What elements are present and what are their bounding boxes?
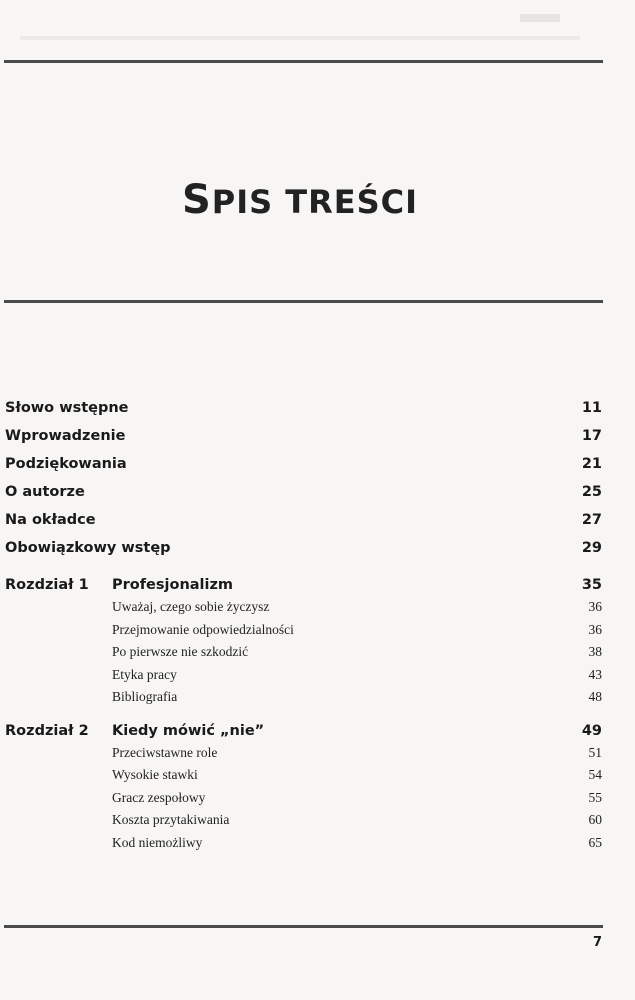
section-page: 36 (588, 599, 602, 614)
entry-title: Podziękowania (5, 456, 127, 472)
entry-title: O autorze (5, 484, 85, 500)
section-entry[interactable] (0, 644, 635, 667)
section-title: Uważaj, czego sobie życzysz (112, 599, 270, 614)
section-entry[interactable] (0, 790, 635, 813)
toc-entry[interactable] (0, 454, 635, 482)
section-title: Kod niemożliwy (112, 834, 203, 850)
section-title: Przeciwstawne role (112, 744, 218, 760)
section-entry[interactable] (0, 667, 635, 690)
section-page: 48 (588, 689, 602, 704)
section-page: 54 (588, 767, 602, 782)
title-initial: S (181, 176, 212, 223)
chapter-page: 35 (581, 577, 602, 593)
table-of-contents (0, 398, 635, 857)
entry-title: Słowo wstępne (5, 400, 129, 416)
section-page: 55 (588, 789, 602, 805)
page-title (0, 177, 600, 223)
section-entry[interactable] (0, 599, 635, 622)
section-page: 65 (588, 834, 602, 850)
section-entry[interactable] (0, 622, 635, 645)
section-title: Bibliografia (112, 689, 178, 704)
section-title: Etyka pracy (112, 666, 177, 682)
entry-title: Obowiązkowy wstęp (5, 540, 171, 556)
section-page: 36 (588, 621, 602, 637)
entry-page: 21 (581, 456, 602, 472)
entry-page: 25 (581, 484, 602, 500)
section-title: Po pierwsze nie szkodzić (112, 644, 249, 659)
chapter-label: Rozdział 1 (5, 577, 89, 593)
page-number: 7 (592, 935, 602, 950)
section-title: Koszta przytakiwania (112, 812, 230, 827)
toc-entry[interactable] (0, 538, 635, 566)
section-entry[interactable] (0, 835, 635, 858)
bleed-through-header (520, 14, 560, 22)
entry-page: 11 (581, 400, 602, 416)
toc-entry[interactable] (0, 426, 635, 454)
section-entry[interactable] (0, 689, 635, 712)
section-page: 60 (588, 812, 602, 827)
chapter-heading[interactable] (0, 575, 635, 599)
entry-title: Wprowadzenie (5, 428, 126, 444)
section-entry[interactable] (0, 812, 635, 835)
chapter-1 (0, 575, 635, 712)
middle-rule (4, 300, 603, 303)
section-page: 51 (588, 744, 602, 760)
bleed-through-line (20, 36, 580, 40)
section-page: 43 (588, 666, 602, 682)
chapter-title: Profesjonalizm (112, 577, 234, 593)
toc-entry[interactable] (0, 482, 635, 510)
title-rest: PIS TREŚCI (211, 182, 419, 221)
entry-page: 17 (581, 428, 602, 444)
section-page: 38 (588, 644, 602, 659)
entry-page: 27 (581, 512, 602, 528)
section-entry[interactable] (0, 745, 635, 768)
bottom-rule (4, 925, 603, 928)
chapter-heading[interactable] (0, 721, 635, 745)
section-title: Wysokie stawki (112, 767, 198, 782)
section-entry[interactable] (0, 767, 635, 790)
toc-entry[interactable] (0, 398, 635, 426)
section-title: Przejmowanie odpowiedzialności (112, 621, 294, 637)
chapter-title: Kiedy mówić „nie” (112, 722, 265, 739)
entry-title: Na okładce (5, 512, 96, 528)
chapter-label: Rozdział 2 (5, 722, 89, 739)
entry-page: 29 (581, 540, 602, 556)
chapter-2 (0, 721, 635, 858)
chapter-page: 49 (581, 722, 602, 739)
top-rule (4, 60, 603, 63)
section-title: Gracz zespołowy (112, 789, 206, 805)
toc-entry[interactable] (0, 510, 635, 538)
